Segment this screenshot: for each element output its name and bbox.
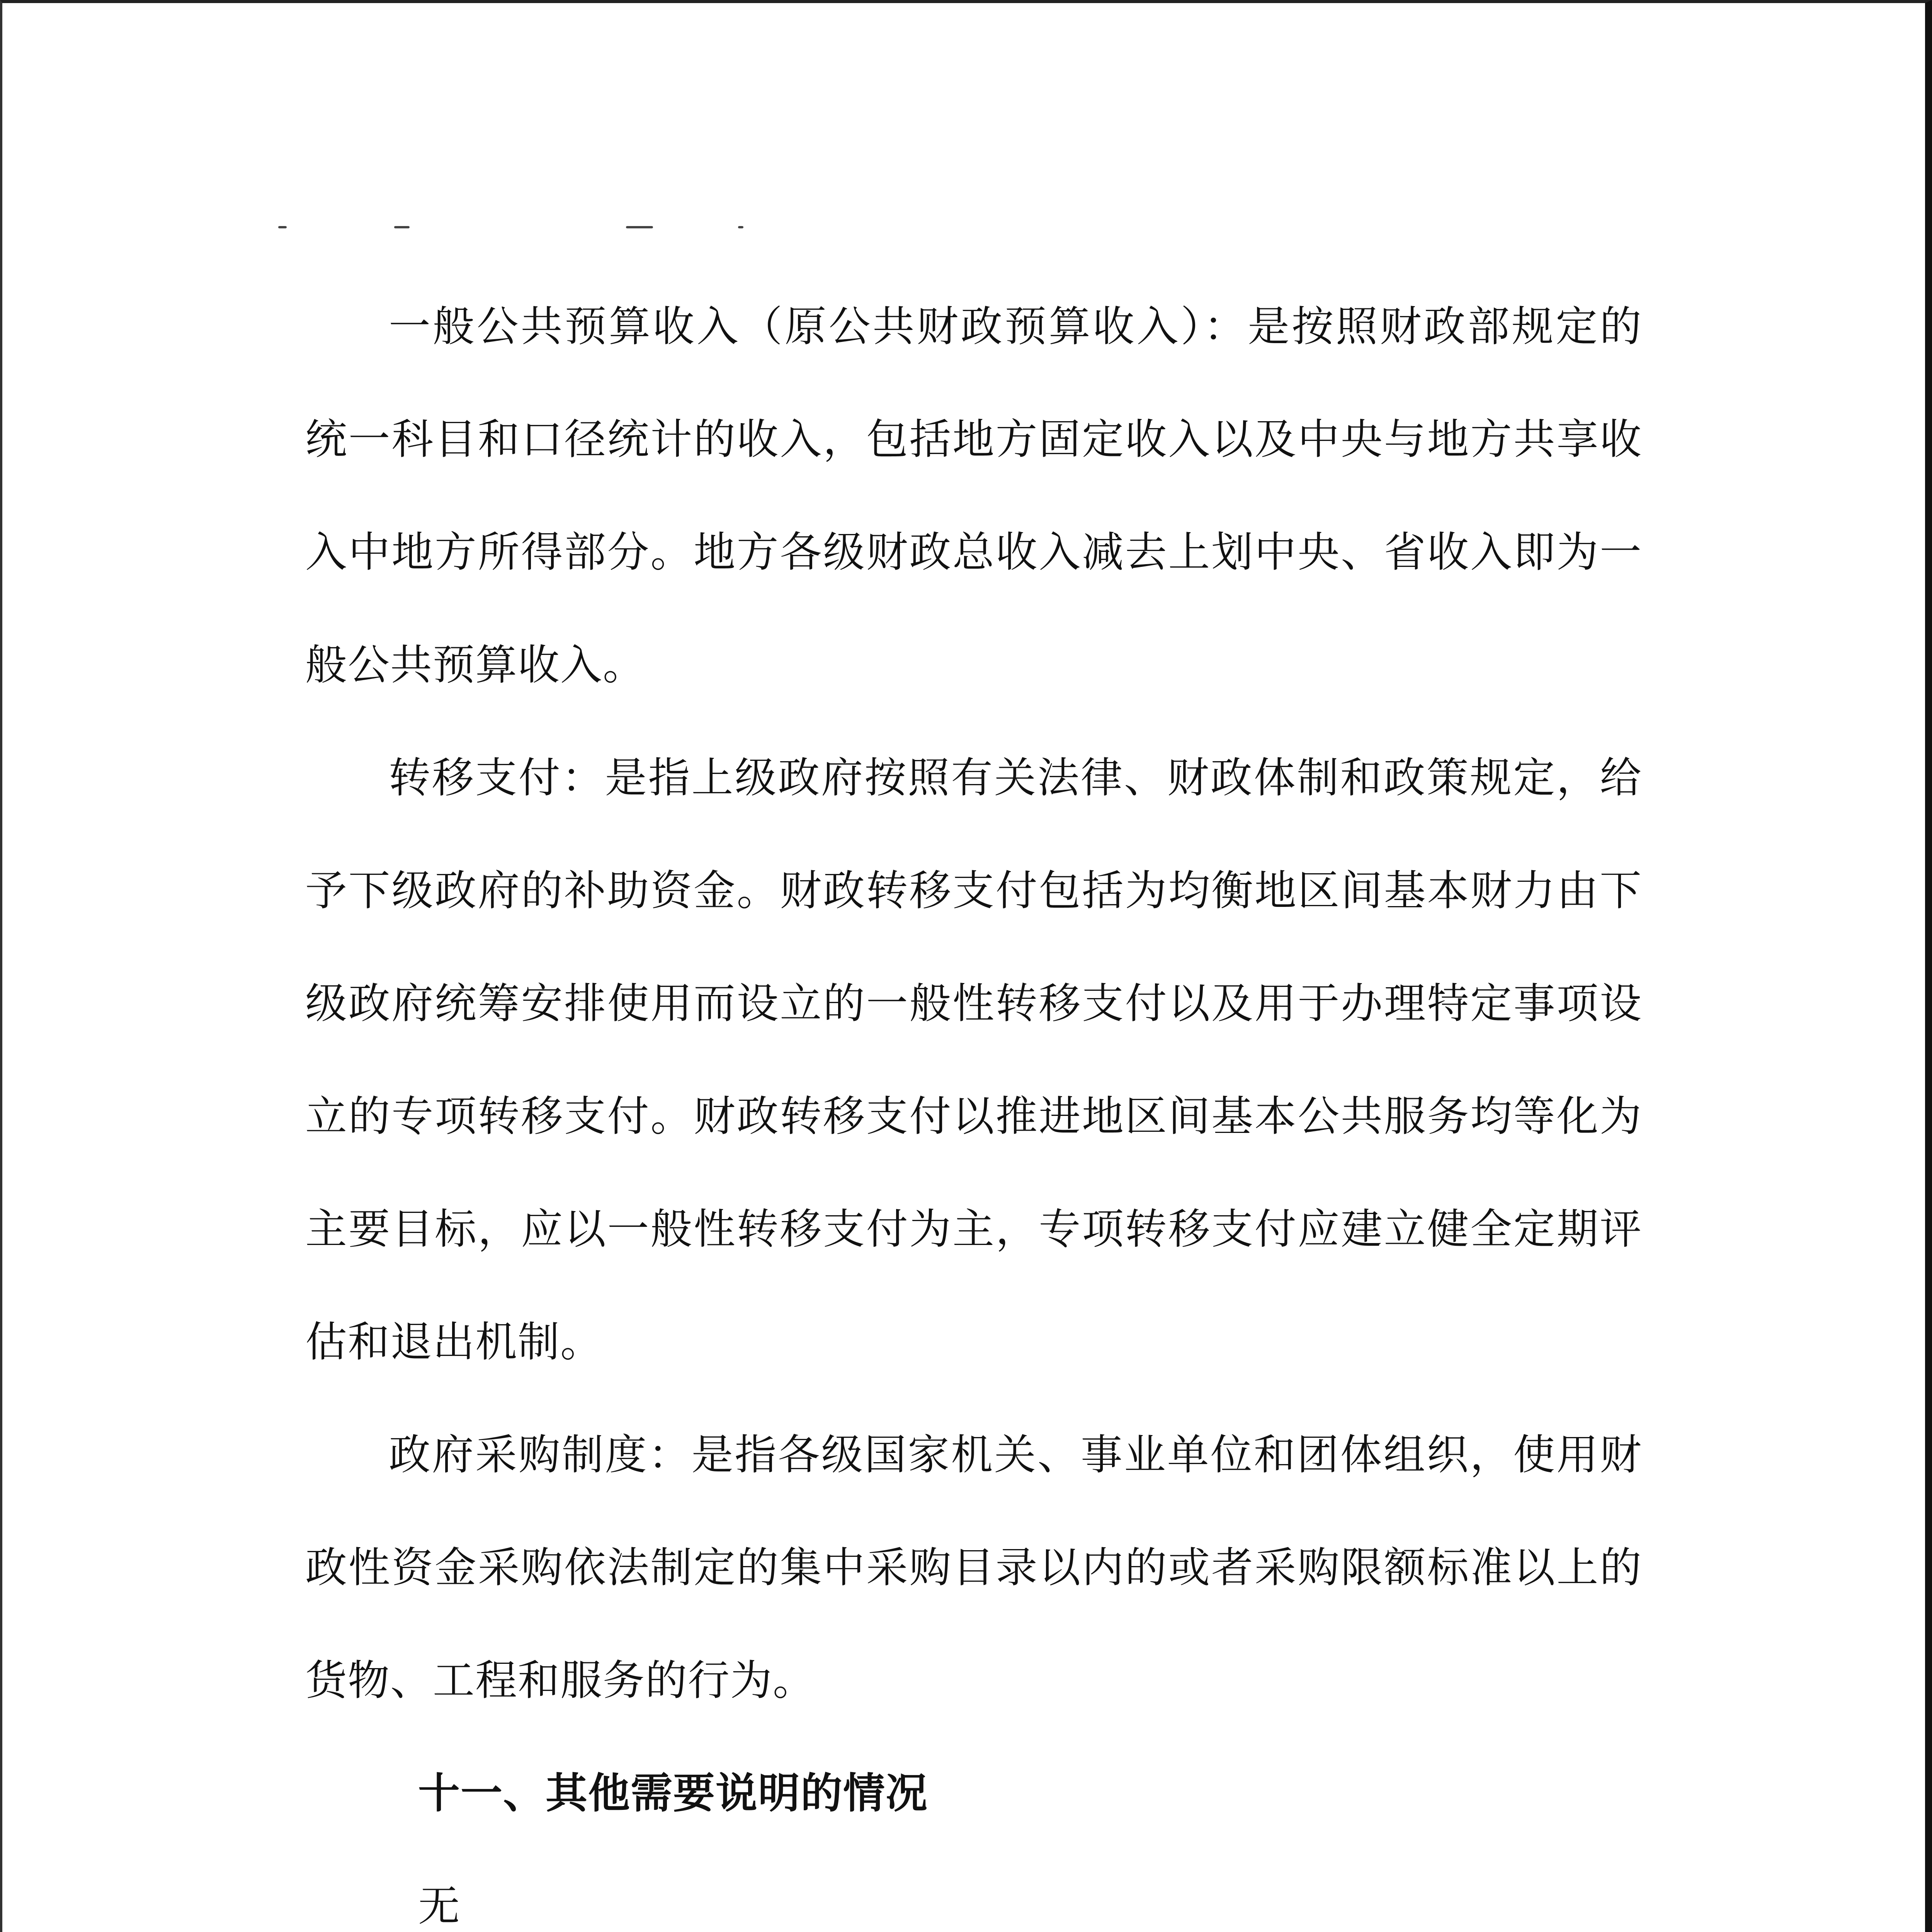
scan-speck [394,226,410,228]
section-11-body: 无 [418,1882,460,1930]
paragraph-general-budget-revenue: 一般公共预算收入（原公共财政预算收入）：是按照财政部规定的统一科目和口径统计的收入，包括地方固定收入以及中央与地方共享收入中地方所得部分。地方各级财政总收入减去上划中央、省收入即为一般公共预算收入。 [305,303,1642,689]
scan-speck [626,226,653,228]
scan-artifacts [278,226,781,238]
scan-speck [278,226,287,228]
document-body [305,270,1642,1932]
section-11-heading: 十一、其他需要说明的情况 [418,1769,929,1818]
scan-speck [738,226,743,228]
paragraph-transfer-payment: 转移支付：是指上级政府按照有关法律、财政体制和政策规定，给予下级政府的补助资金。财政转移支付包括为均衡地区间基本财力由下级政府统筹安排使用而设立的一般性转移支付以及用于办理特定事项设立的专项转移支付。财政转移支付以推进地区间基本公共服务均等化为主要目标，应以一般性转移支付为主，专项转移支付应建立健全定期评估和退出机制。 [305,754,1642,1366]
paragraph-government-procurement: 政府采购制度：是指各级国家机关、事业单位和团体组织，使用财政性资金采购依法制定的集中采购目录以内的或者采购限额标准以上的货物、工程和服务的行为。 [305,1431,1642,1705]
